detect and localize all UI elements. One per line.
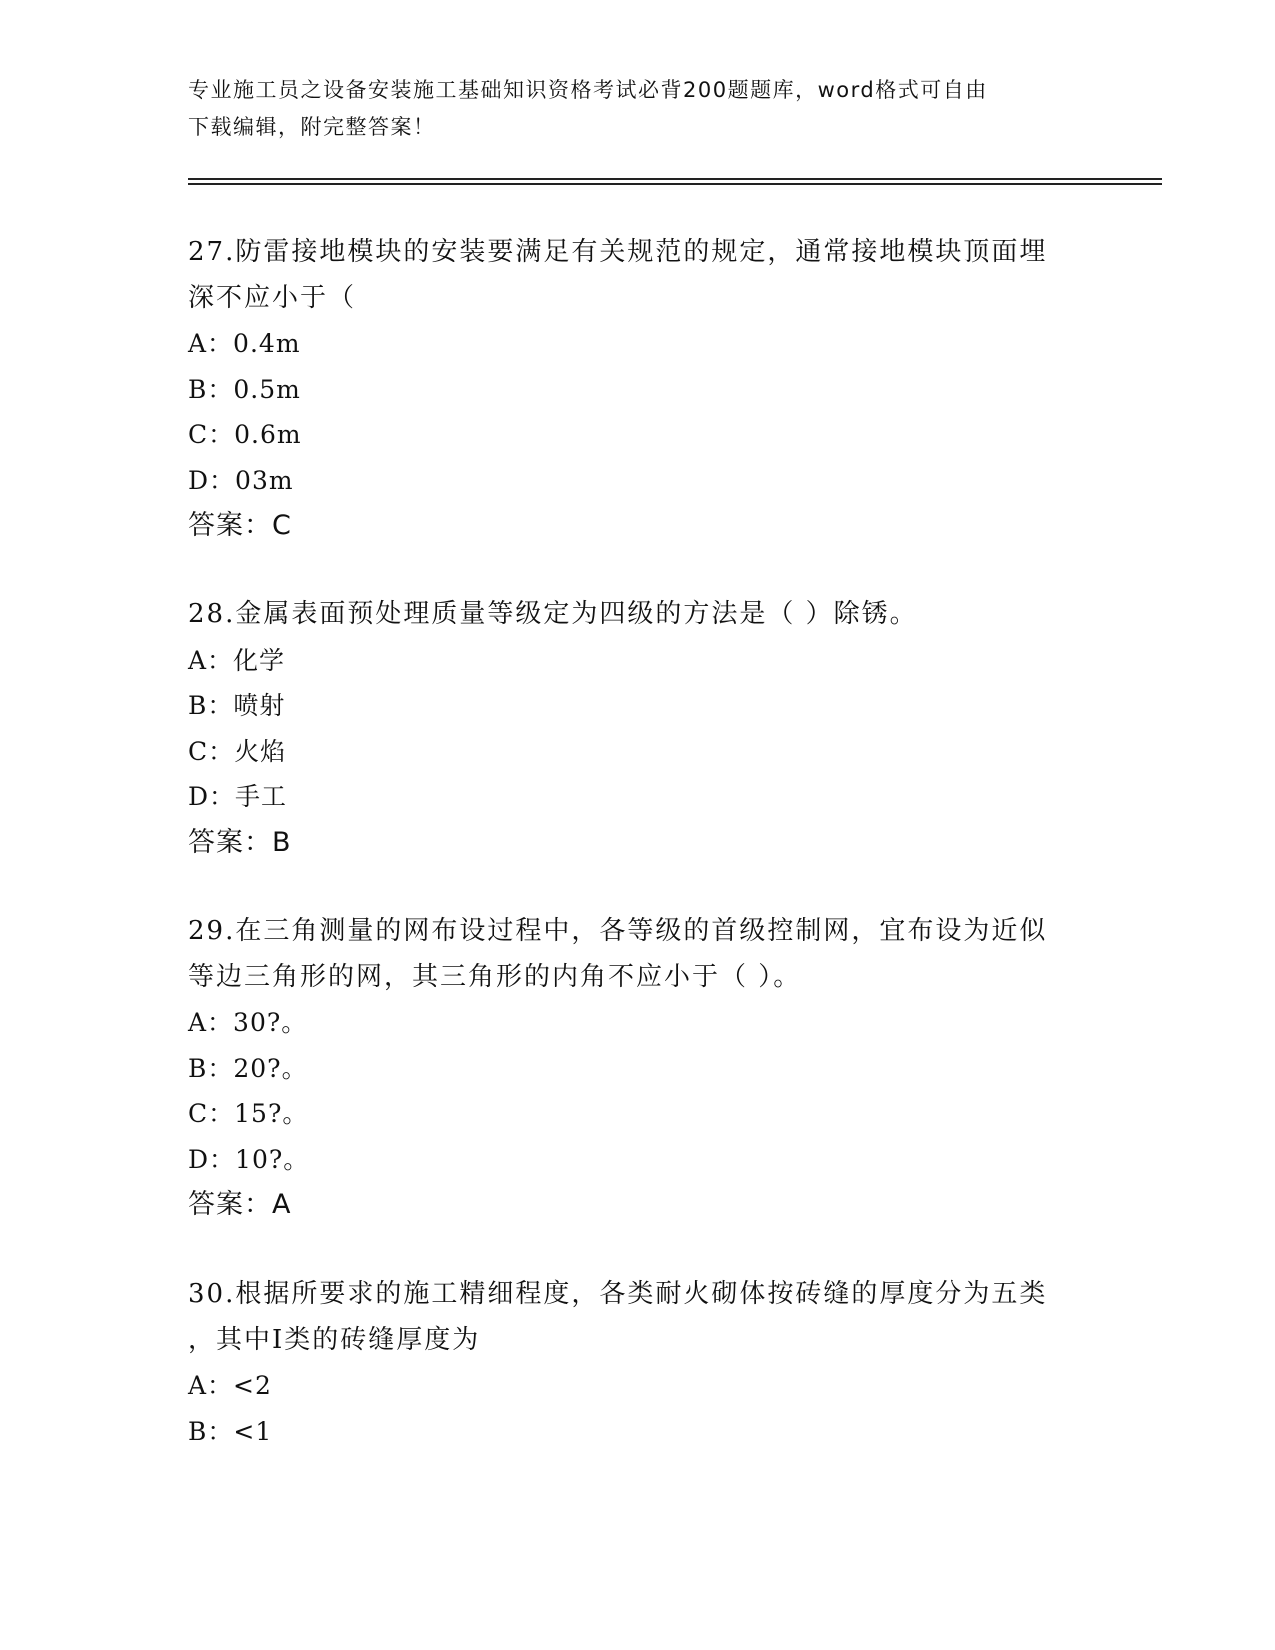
question-29: [188, 909, 1088, 1228]
question-text-line-1: 29.在三角测量的网布设过程中，各等级的首级控制网，宜布设为近似: [188, 916, 1048, 946]
option-c: C：15?。: [188, 1099, 309, 1128]
option-a: A：<2: [188, 1371, 272, 1400]
header-divider-bottom: [188, 183, 1162, 185]
option-a: A：30?。: [188, 1008, 308, 1037]
question-text-line-1: 28.金属表面预处理质量等级定为四级的方法是（ ）除锈。: [188, 599, 918, 629]
question-30: [188, 1272, 1088, 1454]
option-b: B：20?。: [188, 1053, 308, 1083]
question-27: [188, 230, 1088, 549]
option-b: B：喷射: [188, 691, 286, 720]
question-text-line-2: 深不应小于（: [188, 282, 357, 313]
answer-line: 答案：C: [188, 510, 292, 541]
question-28: [188, 592, 1088, 865]
answer-line: 答案：A: [188, 1189, 292, 1220]
answer-line: 答案：B: [188, 826, 292, 858]
question-text-line-2: ，其中Ⅰ类的砖缝厚度为: [188, 1324, 481, 1355]
document-header: [188, 72, 1068, 146]
question-text-line-2: 等边三角形的网，其三角形的内角不应小于（ ）。: [188, 961, 802, 992]
question-text-line-1: 27.防雷接地模块的安装要满足有关规范的规定，通常接地模块顶面埋: [188, 237, 1048, 267]
option-c: C：火焰: [188, 736, 287, 766]
option-d: D：手工: [188, 782, 288, 811]
header-divider-top: [188, 178, 1162, 180]
option-a: A：0.4m: [188, 329, 301, 358]
question-text-line-1: 30.根据所要求的施工精细程度，各类耐火砌体按砖缝的厚度分为五类: [188, 1279, 1048, 1309]
header-line-1: 专业施工员之设备安装施工基础知识资格考试必背200题题库，word格式可自由: [188, 78, 988, 102]
option-d: D：10?。: [188, 1144, 310, 1174]
option-c: C：0.6m: [188, 420, 302, 449]
option-d: D：03m: [188, 465, 294, 495]
option-a: A：化学: [188, 645, 286, 675]
header-line-2: 下载编辑，附完整答案！: [188, 115, 436, 139]
option-b: B：0.5m: [188, 374, 301, 404]
option-b: B：<1: [188, 1416, 273, 1446]
